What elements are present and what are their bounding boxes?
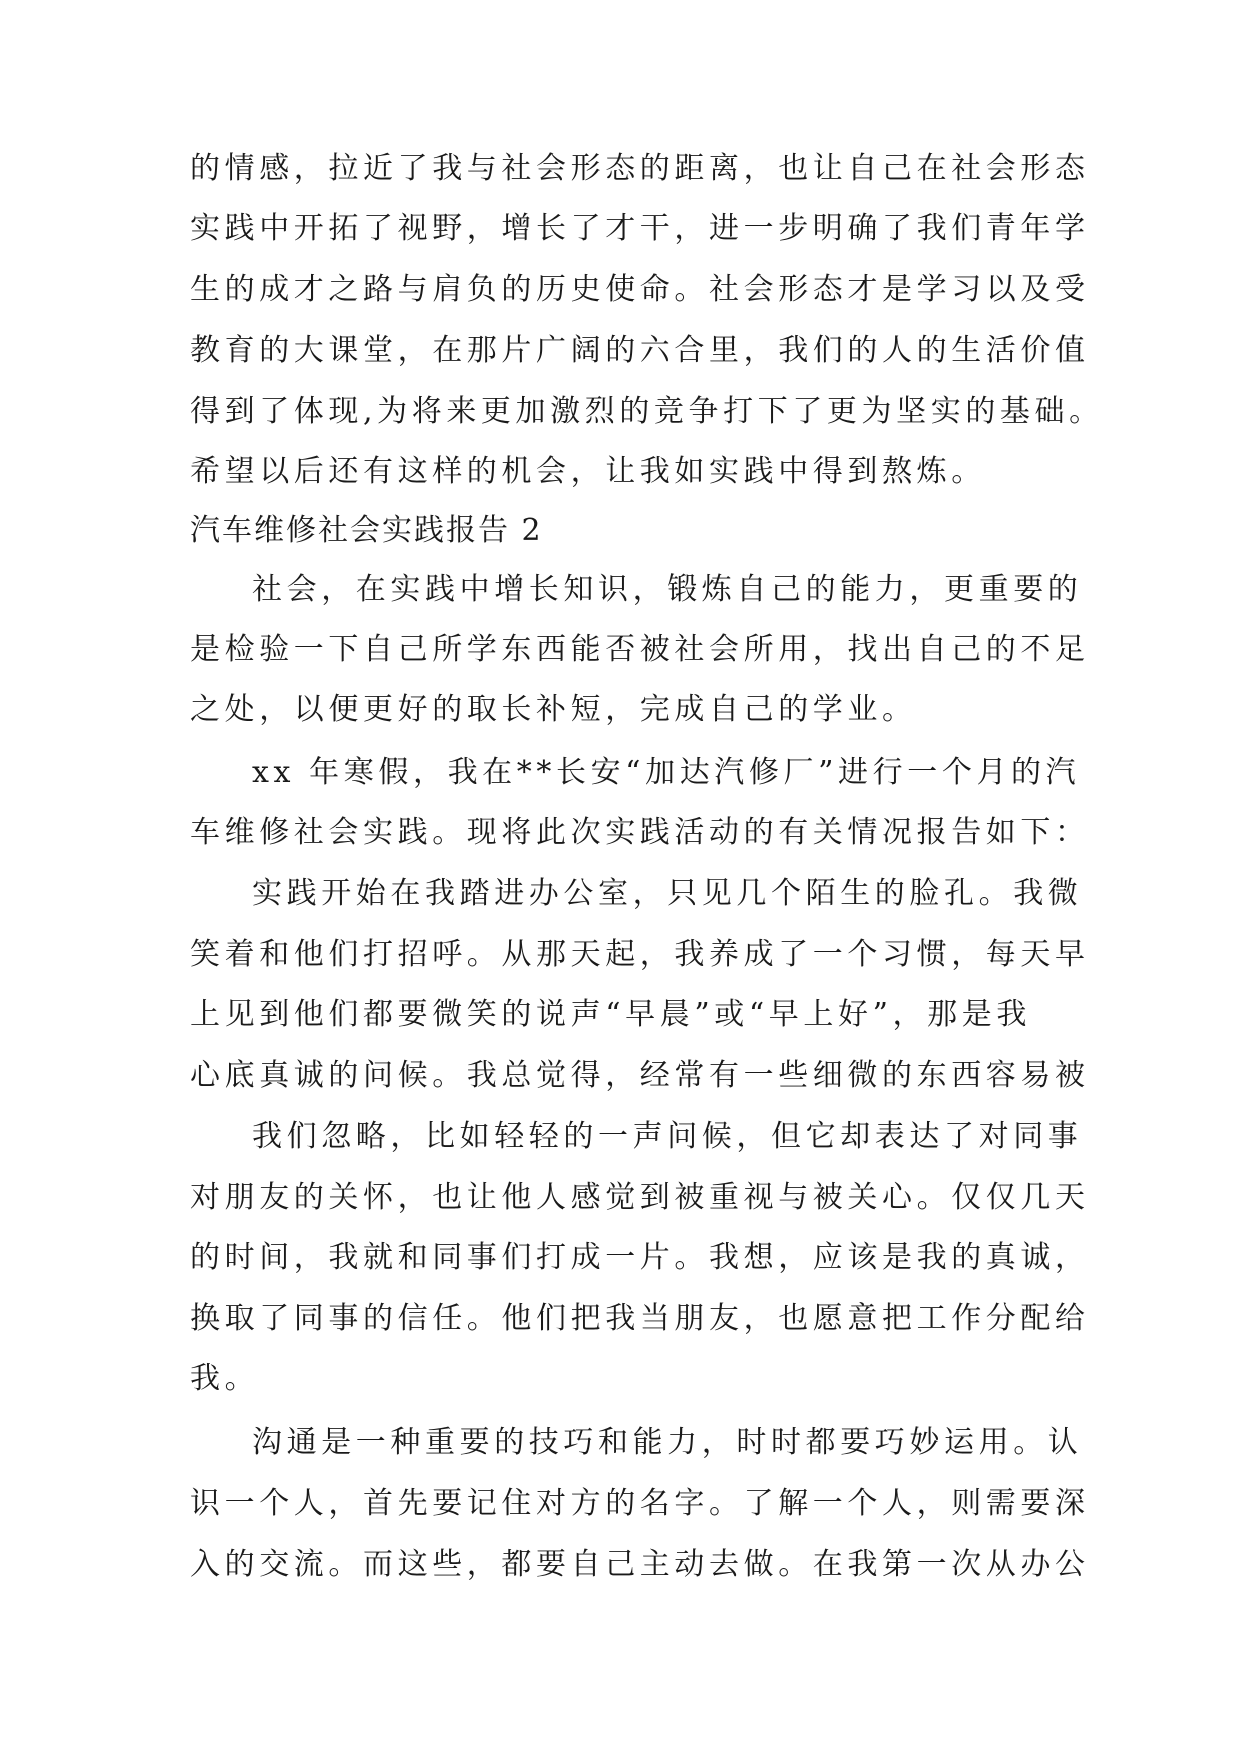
text-line: 的时间，我就和同事们打成一片。我想，应该是我的真诚， — [190, 1240, 1090, 1275]
text-line: 识一个人，首先要记住对方的名字。了解一个人，则需要深 — [190, 1486, 1090, 1521]
text-line: 换取了同事的信任。他们把我当朋友，也愿意把工作分配给 — [190, 1301, 1090, 1336]
text-line: 对朋友的关怀，也让他人感觉到被重视与被关心。仅仅几天 — [190, 1180, 1090, 1215]
text-line: 生的成才之路与肩负的历史使命。社会形态才是学习以及受 — [190, 272, 1090, 307]
text-line: 的情感，拉近了我与社会形态的距离，也让自己在社会形态 — [190, 151, 1090, 186]
text-line: 沟通是一种重要的技巧和能力，时时都要巧妙运用。认 — [252, 1425, 1083, 1460]
text-line: xx 年寒假，我在**长安“加达汽修厂”进行一个月的汽 — [252, 755, 1081, 790]
text-line: 希望以后还有这样的机会，让我如实践中得到熬炼。 — [190, 454, 986, 489]
text-line: 上见到他们都要微笑的说声“早晨”或“早上好”，那是我 — [190, 997, 1031, 1032]
text-line: 是检验一下自己所学东西能否被社会所用，找出自己的不足 — [190, 632, 1090, 667]
section-heading: 汽车维修社会实践报告 2 — [190, 513, 543, 548]
text-line: 社会，在实践中增长知识，锻炼自己的能力，更重要的 — [252, 572, 1083, 607]
text-line: 我们忽略，比如轻轻的一声问候，但它却表达了对同事 — [252, 1119, 1083, 1154]
text-line: 实践中开拓了视野，增长了才干，进一步明确了我们青年学 — [190, 211, 1090, 246]
text-line: 之处，以便更好的取长补短，完成自己的学业。 — [190, 692, 917, 727]
text-line: 实践开始在我踏进办公室，只见几个陌生的脸孔。我微 — [252, 876, 1083, 911]
text-line: 入的交流。而这些，都要自己主动去做。在我第一次从办公 — [190, 1547, 1090, 1582]
text-line: 心底真诚的问候。我总觉得，经常有一些细微的东西容易被 — [190, 1058, 1090, 1093]
text-line: 笑着和他们打招呼。从那天起，我养成了一个习惯，每天早 — [190, 937, 1090, 972]
text-line: 我。 — [190, 1361, 260, 1396]
text-line: 车维修社会实践。现将此次实践活动的有关情况报告如下： — [190, 815, 1090, 850]
text-line: 教育的大课堂，在那片广阔的六合里，我们的人的生活价值 — [190, 333, 1090, 368]
text-line: 得到了体现,为将来更加激烈的竞争打下了更为坚实的基础。 — [190, 394, 1104, 429]
